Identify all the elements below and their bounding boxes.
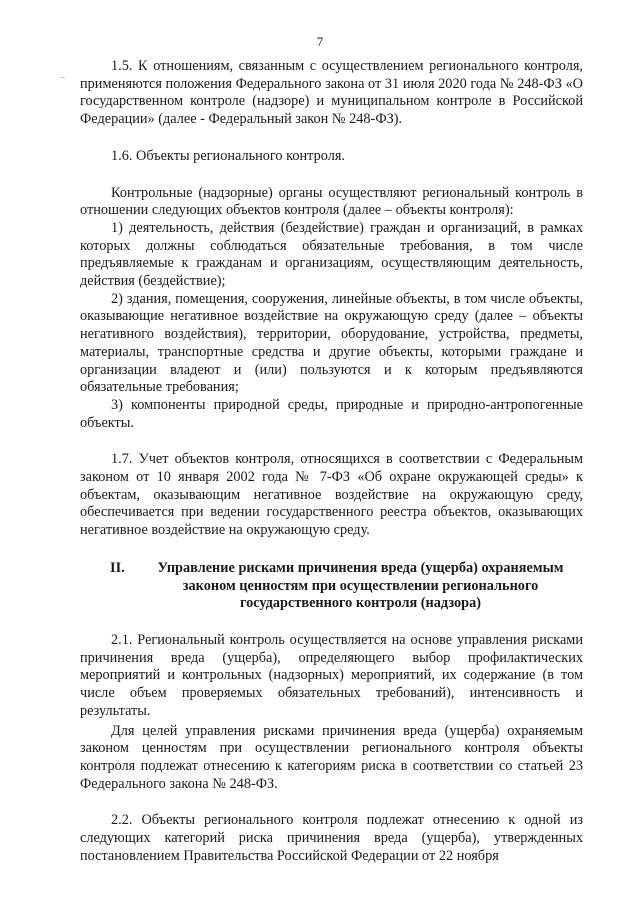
margin-mark: – (60, 72, 65, 83)
list-item-1: 1) деятельность, действия (бездействие) граждан и организаций, в рамках которых должны соблюдаться обязательные требования, в том числе предъявляемые к гражданам и организациям, осуществляющим деятельность, действия (бездействие); (80, 219, 583, 290)
paragraph-1-7: 1.7. Учет объектов контроля, относящихся в соответствии с Федеральным законом от 10 января 2002 года № 7-ФЗ «Об охране окружающей среды» к объектам, оказывающим негативное воздействие на окружающую среду, обеспечивается при ведении государственного реестра объектов, оказывающих негативное воздействие на окружающую среду. (80, 451, 583, 539)
list-item-2: 2) здания, помещения, сооружения, линейные объекты, в том числе объекты, оказывающие негативное воздействие на окружающую среду (далее – объекты негативного воздействия), территории, оборудование, устройства, предметы, материалы, транспортные средства и другие объекты, которыми граждане и организации владеют и (или) пользуются и к которым предъявляются обязательные требования; (80, 290, 583, 396)
paragraph-2-2: 2.2. Объекты регионального контроля подлежат отнесению к одной из следующих категорий риска причинения вреда (ущерба), утвержденных постановлением Правительства Российской Федерации от 22 ноября (80, 812, 583, 864)
section-number: II. (110, 559, 125, 576)
list-item-3: 3) компоненты природной среды, природные и природно-антропогенные объекты. (80, 396, 583, 431)
section-title: Управление рисками причинения вреда (ущерба) охраняемым законом ценностям при осуществлении регионального государственного контроля (надзора) (157, 559, 564, 612)
paragraph-2-1: 2.1. Региональный контроль осуществляется на основе управления рисками причинения вреда (ущерба), определяющего выбор профилактических мероприятий и контрольных (надзорных) мероприятий, их содержание (в том числе объем проверяемых обязательных требований), интенсивность и результаты. (80, 631, 583, 719)
paragraph-1-6-intro: Контрольные (надзорные) органы осуществляют региональный контроль в отношении следующих объектов контроля (далее – объекты контроля): (80, 184, 583, 219)
document-body (80, 58, 583, 865)
page-number: 7 (316, 34, 324, 49)
paragraph-1-6: 1.6. Объекты регионального контроля. (111, 147, 345, 164)
paragraph-2-1-continued: Для целей управления рисками причинения вреда (ущерба) охраняемым законом ценностям при осуществлении регионального контроля объекты контроля подлежат отнесению к категориям риска в соответствии со статьей 23 Федерального закона № 248-ФЗ. (80, 722, 583, 792)
paragraph-1-5: 1.5. К отношениям, связанным с осуществлением регионального контроля, применяются положения Федерального закона от 31 июля 2020 года № 248-ФЗ «О государственном контроле (надзоре) и муниципальном контроле в Российской Федерации» (далее - Федеральный закон № 248-ФЗ). (80, 58, 583, 128)
section-heading (80, 560, 583, 613)
